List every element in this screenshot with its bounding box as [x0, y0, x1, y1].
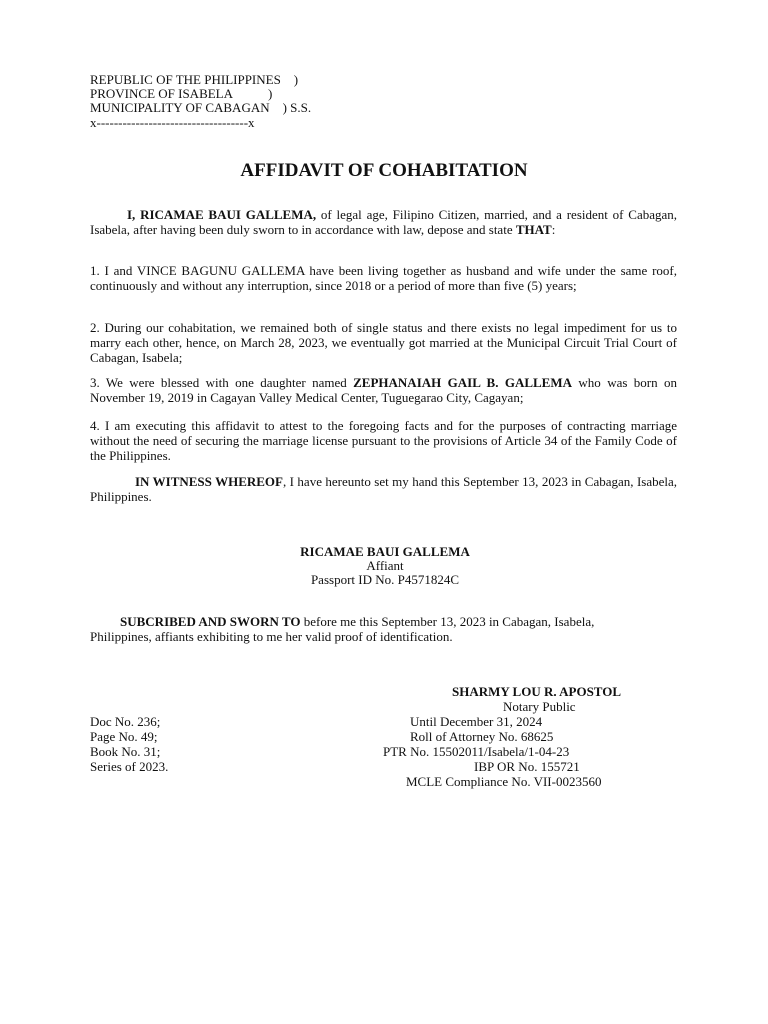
- statement-3-pre: 3. We were blessed with one daughter named: [90, 375, 354, 390]
- statement-2: 2. During our cohabitation, we remained both of single status and there exists no legal impediment for us to marry each other, hence, on March 28, 2023, we eventually got married at the Municipal Circuit Trial Court of Cabagan, Isabela;: [90, 320, 677, 365]
- affiant-role: Affiant: [366, 558, 404, 573]
- notary-title: Notary Public: [503, 699, 576, 714]
- docket-book-no: Book No. 31;: [90, 744, 161, 759]
- intro-text: of legal age, Filipino Citizen, married, and a resident of Cabagan, Isabela, after having been duly sworn to in accordance with law, depose and state: [90, 207, 678, 237]
- venue-republic: REPUBLIC OF THE PHILIPPINES ): [90, 72, 299, 87]
- venue-municipality: MUNICIPALITY OF CABAGAN ) S.S.: [90, 100, 312, 115]
- jurat-paragraph: [90, 614, 630, 644]
- affiant-passport-id: Passport ID No. P4571824C: [310, 572, 460, 587]
- notary-ptr: PTR No. 15502011/Isabela/1-04-23: [383, 744, 570, 759]
- notary-commission-until: Until December 31, 2024: [410, 714, 543, 729]
- witness-lead: IN WITNESS WHEREOF: [135, 474, 283, 489]
- document-title: AFFIDAVIT OF COHABITATION: [240, 160, 528, 181]
- venue-province: PROVINCE OF ISABELA ): [90, 86, 273, 101]
- statement-1: 1. I and VINCE BAGUNU GALLEMA have been living together as husband and wife under the same roof, continuously and without any interruption, since 2018 or a period of more than five (5) years;: [90, 263, 677, 293]
- witness-text: , I have hereunto set my hand this September 13, 2023 in Cabagan, Isabela, Philippines.: [90, 474, 678, 504]
- notary-ibp: IBP OR No. 155721: [474, 759, 580, 774]
- statement-3-post: who was born on November 19, 2019 in Cagayan Valley Medical Center, Tuguegarao City, Cagayan;: [90, 375, 678, 405]
- intro-that: THAT: [515, 222, 552, 237]
- intro-colon: :: [551, 222, 556, 237]
- docket-doc-no: Doc No. 236;: [90, 714, 161, 729]
- jurat-lead: SUBCRIBED AND SWORN TO: [120, 614, 301, 629]
- intro-paragraph: [90, 207, 677, 237]
- jurat-text: before me this September 13, 2023 in Cabagan, Isabela, Philippines, affiants exhibiting to me her valid proof of identification.: [90, 614, 595, 644]
- affiant-intro-name: I, RICAMAE BAUI GALLEMA,: [127, 207, 317, 222]
- statement-4: 4. I am executing this affidavit to attest to the foregoing facts and for the purposes of contracting marriage without the need of securing the marriage license pursuant to the provisions of Article 34 of the Family Code of the Philippines.: [90, 418, 677, 463]
- docket-series: Series of 2023.: [90, 759, 169, 774]
- notary-roll-of-attorney: Roll of Attorney No. 68625: [410, 729, 554, 744]
- affiant-name: RICAMAE BAUI GALLEMA: [300, 544, 470, 559]
- venue-divider: x-----------------------------------x: [90, 115, 255, 130]
- notary-name: SHARMY LOU R. APOSTOL: [452, 684, 622, 699]
- child-name: ZEPHANAIAH GAIL B. GALLEMA: [353, 375, 573, 390]
- notary-mcle: MCLE Compliance No. VII-0023560: [406, 774, 602, 789]
- witness-clause: [90, 474, 677, 504]
- docket-page-no: Page No. 49;: [90, 729, 158, 744]
- statement-3: [90, 375, 677, 405]
